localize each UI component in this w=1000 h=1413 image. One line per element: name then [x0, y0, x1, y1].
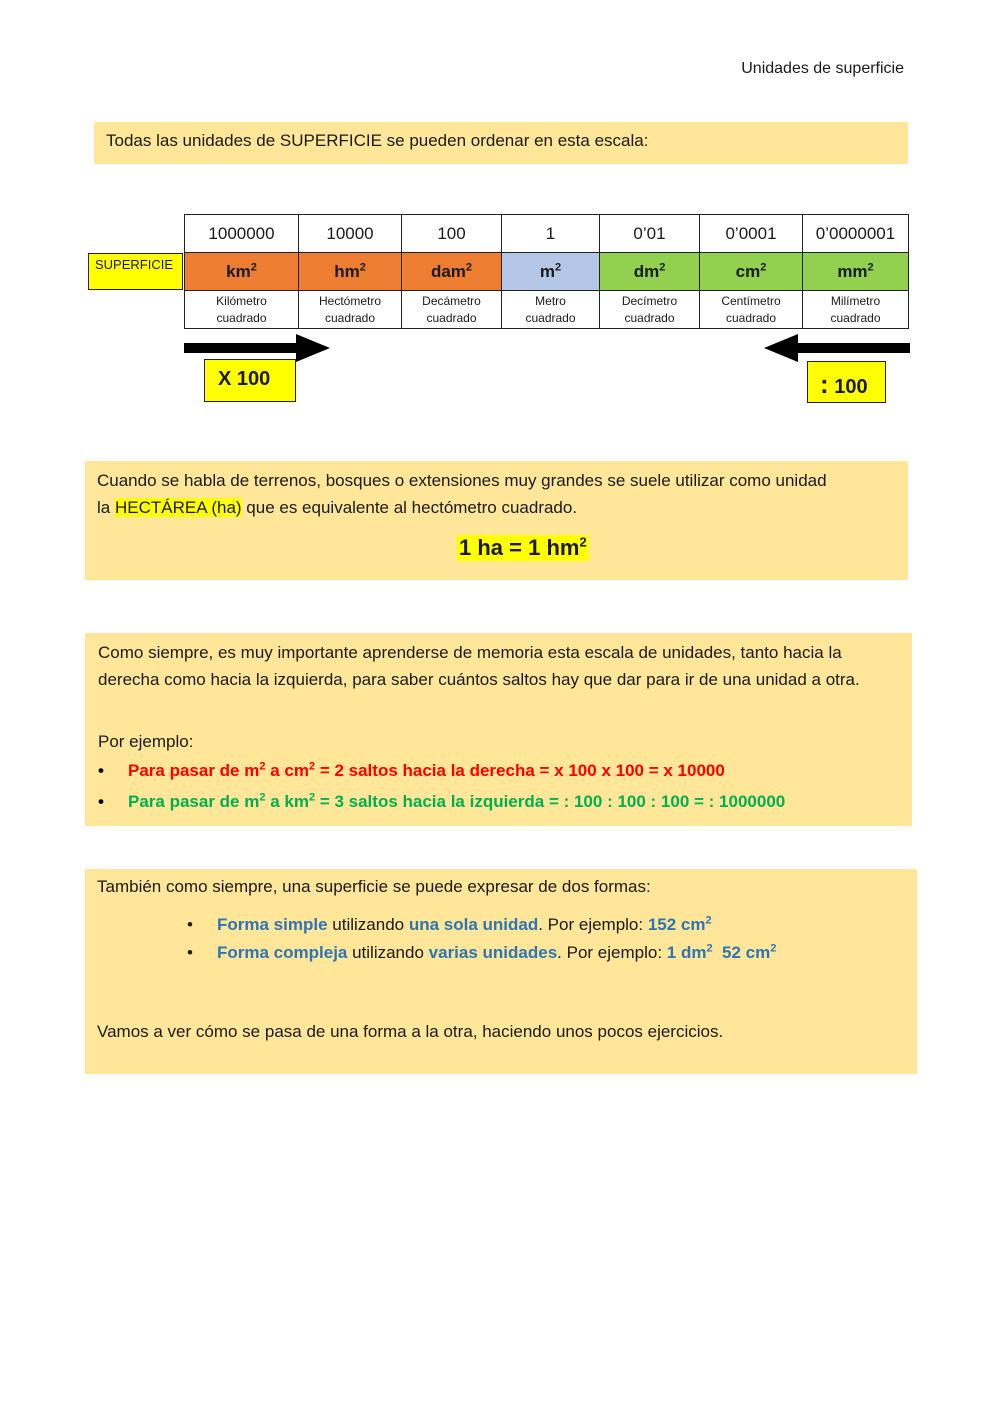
memoria-box [85, 633, 912, 826]
value-cell: 100 [402, 215, 502, 253]
unit-cm2: $cm^2$ [700, 253, 803, 291]
unit-name-cell: Kilómetro cuadrado [185, 291, 299, 329]
unit-name-cell: Metro cuadrado [502, 291, 600, 329]
unit-name-cell: Decímetro cuadrado [600, 291, 700, 329]
value-cell: 0’0001 [700, 215, 803, 253]
hectarea-text: Cuando se habla de terrenos, bosques o extensiones muy grandes se suele utilizar como unidad la HECTÁREA (ha) que es equivalente al hectómetro cuadrado. [97, 471, 827, 517]
arrow-left-icon [764, 334, 910, 362]
unit-m2: $m^2$ [502, 253, 600, 291]
forma-compleja-item: • Forma compleja utilizando varias unidades. Por ejemplo: 1 $dm^2$ 52 $cm^2$ [187, 942, 777, 962]
divide-label: : 100 [807, 361, 886, 403]
value-cell: 0’0000001 [803, 215, 909, 253]
page-header-title: Unidades de superficie [741, 60, 904, 77]
unit-name-cell: Milímetro cuadrado [803, 291, 909, 329]
unit-name-cell: Centímetro cuadrado [700, 291, 803, 329]
por-ejemplo-label: Por ejemplo: [98, 732, 194, 751]
unit-km2: $km^2$ [185, 253, 299, 291]
unit-dam2: dam$^2$ [402, 253, 502, 291]
names-row [185, 291, 909, 329]
hectarea-box [85, 461, 908, 580]
arrow-right-icon [184, 334, 330, 362]
example-right-item: • Para pasar de $m^2$ a $cm^2 = 2$ saltos hacia la derecha = x 100 x 100 = x 10000 [98, 760, 725, 780]
formas-intro: También como siempre, una superficie se puede expresar de dos formas: [97, 877, 651, 896]
unit-dm2: $dm^2$ [600, 253, 700, 291]
units-scale-table [184, 214, 909, 329]
multiply-label: X 100 [204, 359, 296, 402]
unit-name-cell: Hectómetro cuadrado [299, 291, 402, 329]
unit-mm2: $mm^2$ [803, 253, 909, 291]
hectarea-formula: 1 ha = 1 $hm^2$ [459, 534, 587, 560]
unit-name-cell: Decámetro cuadrado [402, 291, 502, 329]
forma-simple-item: • Forma simple utilizando una sola unidad. Por ejemplo: 152 $cm^2$ [187, 914, 712, 934]
formas-outro: Vamos a ver cómo se pasa de una forma a la otra, haciendo unos pocos ejercicios. [97, 1022, 724, 1041]
symbols-row [185, 253, 909, 291]
value-cell: 1 [502, 215, 600, 253]
intro-text: Todas las unidades de SUPERFICIE se pueden ordenar en esta escala: [106, 131, 649, 150]
unit-hm2: $hm^2$ [299, 253, 402, 291]
hectarea-highlight: HECTÁREA (ha) [114, 498, 242, 517]
scale-row-label: SUPERFICIE [88, 253, 183, 290]
value-cell: 1000000 [185, 215, 299, 253]
value-cell: 0’01 [600, 215, 700, 253]
example-left-item: • Para pasar de $m^2$ a $km^2 = 3$ saltos hacia la izquierda = : 100 : 100 : 100 = : 1000000 [98, 791, 786, 811]
memoria-text: Como siempre, es muy importante aprenderse de memoria esta escala de unidades, tanto hacia la derecha como hacia la izquierda, para saber cuántos saltos hay que dar para ir de una unidad a otra. [98, 643, 860, 689]
intro-box [94, 122, 908, 164]
values-row [185, 215, 909, 253]
value-cell: 10000 [299, 215, 402, 253]
formas-box [85, 869, 917, 1074]
